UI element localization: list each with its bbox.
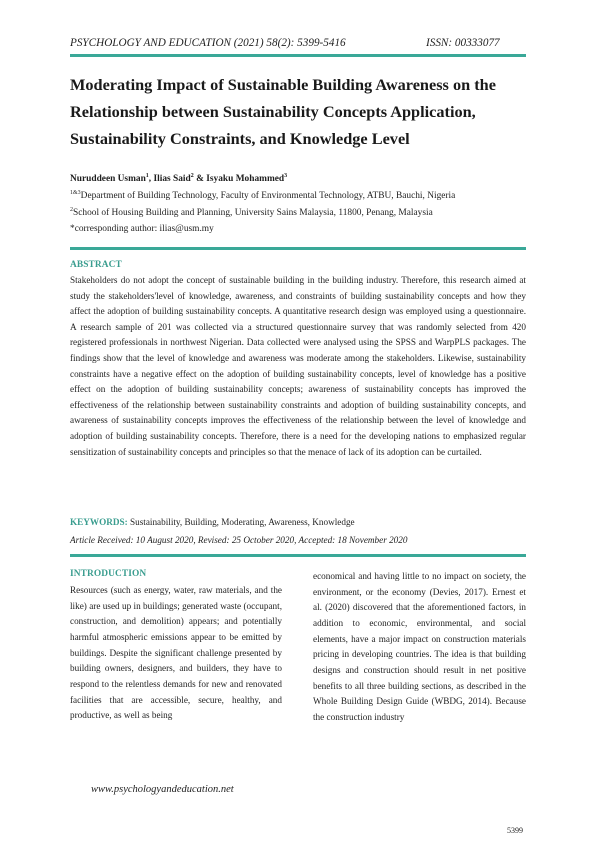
affiliation-1 — [70, 191, 455, 201]
keywords-label: KEYWORDS: — [70, 517, 128, 527]
journal-citation: PSYCHOLOGY AND EDUCATION (2021) 58(2): 5399-5416 — [70, 37, 346, 49]
author-name: Nuruddeen Usman — [70, 174, 146, 184]
corresponding-author: *corresponding author: ilias@usm.my — [70, 224, 214, 234]
title-line: Moderating Impact of Sustainable Building Awareness on the — [70, 75, 496, 94]
abstract-top-rule — [70, 247, 526, 250]
left-column — [70, 569, 282, 724]
author-name: Isyaku Mohammed — [206, 174, 285, 184]
paper-title — [70, 71, 530, 152]
author-sup: 2 — [190, 173, 194, 179]
abstract-text: Stakeholders do not adopt the concept of sustainable building in the building industry. Therefore, this research aimed at study the stakeholders'level of knowledge, awareness, and constraints of building sustainability concepts and how they affect the adoption of building sustainability concepts. A quantitative research design was employed using a questionnaire. A research sample of 201 was collected via a structured questionnaire survey that was randomly selected from 420 registered professionals in northwest Nigerian. Data collected were analysed using the SPSS and WarpPLS packages. The findings show that the level of knowledge and awareness was moderate among the stakeholders. Likewise, sustainability constraints have a negative effect on the adoption of building sustainability concepts, level of knowledge has a positive effect on the adoption of building sustainability concepts; awareness of sustainability concepts has improved the effectiveness of the relationship between sustainability constraints and adoption of building sustainability concepts, and awareness of sustainability concepts improves the effectiveness of the relationship between the level of knowledge and adoption of building sustainability concepts. Therefore, there is a need for the developing nations to emphasized regular sensitization of sustainability concepts and principles so that the menace of lack of its adoption can be curtailed. — [70, 275, 526, 457]
keywords — [70, 517, 526, 527]
abstract-heading: ABSTRACT — [70, 260, 122, 270]
footer-website: www.psychologyandeducation.net — [91, 784, 234, 795]
header-rule — [70, 54, 526, 57]
introduction-left-text: Resources (such as energy, water, raw materials, and the like) are used up in buildings; generated waste (occupant, construction, and demolition) appears; and potentially harmful atmospheric emissions appear to be emitted by buildings. Despite the significant challenge presented by building owners, designers, and builders, they have to respond to the relentless demands for new and renovated facilities that are accessible, secure, healthy, and productive, as well as being — [70, 585, 282, 721]
author-sup: 1 — [145, 173, 149, 179]
author-name: Ilias Said — [153, 174, 191, 184]
right-column — [313, 569, 526, 726]
author-sup: 3 — [284, 173, 288, 179]
affiliation-sup: 1&3 — [70, 190, 81, 196]
author-separator: , — [148, 174, 154, 184]
author-separator: & — [193, 174, 207, 184]
affiliation-2 — [70, 208, 433, 218]
author-list — [70, 174, 287, 184]
article-dates: Article Received: 10 August 2020, Revised: 25 October 2020, Accepted: 18 November 2020 — [70, 535, 408, 545]
affiliation-text: School of Housing Building and Planning, University Sains Malaysia, 11800, Penang, Malaysia — [73, 208, 433, 218]
page-number: 5399 — [507, 826, 523, 835]
keywords-text: Sustainability, Building, Moderating, Awareness, Knowledge — [127, 517, 355, 527]
intro-top-rule — [70, 554, 526, 557]
title-line: Relationship between Sustainability Concepts Application, — [70, 102, 476, 121]
issn: ISSN: 00333077 — [426, 37, 500, 49]
introduction-right-text: economical and having little to no impact on society, the environment, or the economy (Devies, 2017). Ernest et al. (2020) discovered that the aforementioned factors, in addition to economic, environmental, and social elements, have a major impact on construction materials pricing in developing countries. The idea is that building designs and construction should result in net positive benefits to all three building sections, as described in the Whole Building Design Guide (WBDG, 2014). Because the construction industry — [313, 571, 526, 722]
affiliation-sup: 2 — [70, 207, 73, 213]
affiliation-text: Department of Building Technology, Faculty of Environmental Technology, ATBU, Bauchi, Nigeria — [80, 191, 456, 201]
title-line: Sustainability Constraints, and Knowledge Level — [70, 129, 410, 148]
introduction-heading: INTRODUCTION — [70, 569, 147, 579]
